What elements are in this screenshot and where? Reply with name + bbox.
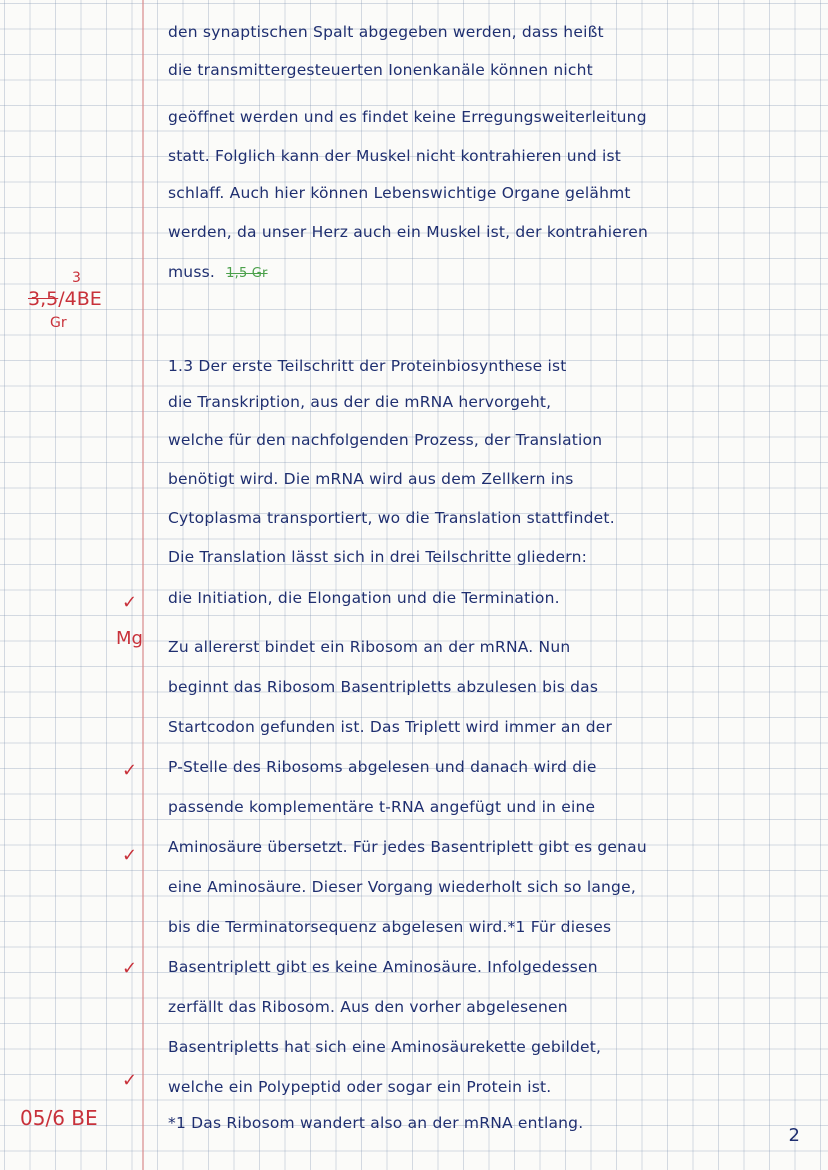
text-line: die Initiation, die Elongation und die Termination. [168,589,560,607]
margin-mark-mg: Mg [116,628,143,649]
score-badge [28,288,102,310]
text-line: den synaptischen Spalt abgegeben werden, dass heißt [168,23,604,41]
score-sub: Gr [50,315,67,331]
text-line: welche für den nachfolgenden Prozess, der Translation [168,431,603,449]
checkmark-icon: ✓ [122,592,138,613]
page-number: 2 [788,1125,800,1146]
checkmark-icon: ✓ [122,1070,138,1091]
text-line: die Transkription, aus der die mRNA hervorgeht, [168,393,552,411]
text-line [168,262,268,284]
score-value: 3 [72,270,81,286]
margin-line [142,0,144,1170]
footnote: *1 Das Ribosom wandert also an der mRNA entlang. [168,1114,584,1132]
text-line: benötigt wird. Die mRNA wird aus dem Zellkern ins [168,470,574,488]
text-line: geöffnet werden und es findet keine Erregungsweiterleitung [168,108,647,126]
score-struck: 3,5 [28,288,59,310]
text-line: beginnt das Ribosom Basentripletts abzulesen bis das [168,678,599,696]
score-badge-2: 05/6 BE [20,1106,98,1130]
text-line: Aminosäure übersetzt. Für jedes Basentriplett gibt es genau [168,838,647,856]
text-line: Zu allererst bindet ein Ribosom an der mRNA. Nun [168,638,571,656]
text-line: passende komplementäre t-RNA angefügt und in eine [168,798,596,816]
text-line-end: muss. [168,263,216,281]
text-line: bis die Terminatorsequenz abgelesen wird.*1 Für dieses [168,918,612,936]
text-line: Die Translation lässt sich in drei Teilschritte gliedern: [168,548,588,566]
text-line: Basentripletts hat sich eine Aminosäurekette gebildet, [168,1038,602,1056]
score-out-of: /4BE [58,288,102,310]
green-correction-mark: 1,5 Gr [226,266,268,281]
text-line: die transmittergesteuerten Ionenkanäle können nicht [168,61,593,79]
text-line: Basentriplett gibt es keine Aminosäure. Infolgedessen [168,958,598,976]
text-line: 1.3 Der erste Teilschritt der Proteinbiosynthese ist [168,357,567,375]
text-line: welche ein Polypeptid oder sogar ein Protein ist. [168,1078,552,1096]
checkmark-icon: ✓ [122,845,138,866]
checkmark-icon: ✓ [122,760,138,781]
text-line: Cytoplasma transportiert, wo die Translation stattfindet. [168,509,615,527]
text-line: werden, da unser Herz auch ein Muskel ist, der kontrahieren [168,223,648,241]
text-line: statt. Folglich kann der Muskel nicht kontrahieren und ist [168,147,622,165]
text-line: eine Aminosäure. Dieser Vorgang wiederholt sich so lange, [168,878,636,896]
text-line: zerfällt das Ribosom. Aus den vorher abgelesenen [168,998,568,1016]
text-line: Startcodon gefunden ist. Das Triplett wird immer an der [168,718,613,736]
checkmark-icon: ✓ [122,958,138,979]
text-line: schlaff. Auch hier können Lebenswichtige Organe gelähmt [168,184,631,202]
text-line: P-Stelle des Ribosoms abgelesen und danach wird die [168,758,597,776]
